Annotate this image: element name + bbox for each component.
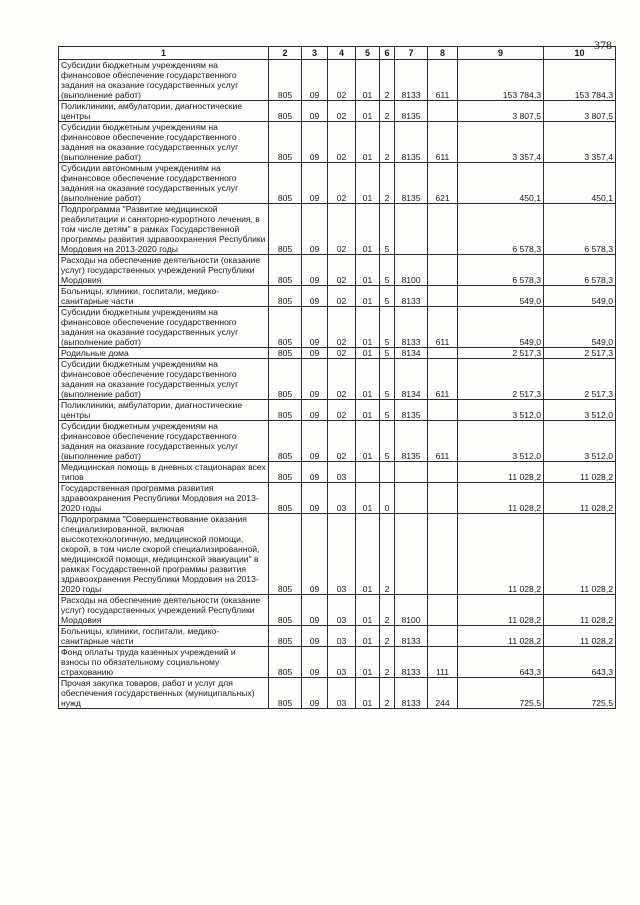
table-row <box>59 101 616 122</box>
direction-code: 8133 <box>395 626 428 647</box>
ministry-code: 805 <box>269 626 302 647</box>
section-code: 09 <box>302 678 328 709</box>
ministry-code: 805 <box>269 255 302 286</box>
subprogram-code: 2 <box>380 514 395 595</box>
amount-total: 3 512,0 <box>544 400 616 421</box>
direction-code: 8134 <box>395 348 428 359</box>
program-code: 01 <box>356 514 380 595</box>
section-code: 09 <box>302 595 328 626</box>
amount-plan: 11 028,2 <box>458 462 544 483</box>
amount-plan: 153 784,3 <box>458 60 544 101</box>
subsection-code: 03 <box>328 462 356 483</box>
amount-total: 643,3 <box>544 647 616 678</box>
amount-plan: 450,1 <box>458 163 544 204</box>
section-code: 09 <box>302 255 328 286</box>
direction-code: 8135 <box>395 421 428 462</box>
section-code: 09 <box>302 400 328 421</box>
subprogram-code: 2 <box>380 101 395 122</box>
direction-code <box>395 483 428 514</box>
subprogram-code: 5 <box>380 255 395 286</box>
ministry-code: 805 <box>269 286 302 307</box>
ministry-code: 805 <box>269 122 302 163</box>
amount-total: 6 578,3 <box>544 204 616 255</box>
expense-type-code <box>428 255 458 286</box>
program-code: 01 <box>356 626 380 647</box>
amount-total: 549,0 <box>544 286 616 307</box>
subsection-code: 02 <box>328 101 356 122</box>
amount-total: 549,0 <box>544 307 616 348</box>
expense-type-code: 611 <box>428 307 458 348</box>
subprogram-code: 5 <box>380 204 395 255</box>
amount-plan: 6 578,3 <box>458 204 544 255</box>
ministry-code: 805 <box>269 204 302 255</box>
table-row <box>59 421 616 462</box>
table-row <box>59 122 616 163</box>
column-header: 6 <box>380 47 395 60</box>
program-code: 01 <box>356 483 380 514</box>
subprogram-code: 5 <box>380 348 395 359</box>
direction-code: 8135 <box>395 163 428 204</box>
table-row <box>59 647 616 678</box>
section-code: 09 <box>302 647 328 678</box>
column-header: 8 <box>428 47 458 60</box>
subprogram-code: 5 <box>380 286 395 307</box>
direction-code <box>395 204 428 255</box>
ministry-code: 805 <box>269 514 302 595</box>
program-code: 01 <box>356 595 380 626</box>
ministry-code: 805 <box>269 595 302 626</box>
amount-plan: 3 512,0 <box>458 421 544 462</box>
subprogram-code: 2 <box>380 595 395 626</box>
item-name: Подпрограмма "Совершенствование оказания специализированной, включая высокотехнологичную, медицинской помощи, скорой, в том числе скорой специализированной, медицинской помощи, медицинской эвакуации" в рамках Государственной программы развития здравоохранения Республики Мордовия на 2013-2020 годы <box>59 514 269 595</box>
subprogram-code: 2 <box>380 678 395 709</box>
ministry-code: 805 <box>269 163 302 204</box>
column-header: 7 <box>395 47 428 60</box>
subsection-code: 03 <box>328 514 356 595</box>
expense-type-code: 621 <box>428 163 458 204</box>
subprogram-code: 5 <box>380 307 395 348</box>
page-number: 378 <box>594 38 612 52</box>
column-header: 10 <box>544 47 616 60</box>
section-code: 09 <box>302 348 328 359</box>
expense-type-code <box>428 626 458 647</box>
program-code <box>356 462 380 483</box>
amount-total: 3 512,0 <box>544 421 616 462</box>
item-name: Субсидии бюджетным учреждениям на финансовое обеспечение государственного задания на оказание государственных услуг (выполнение работ) <box>59 122 269 163</box>
table-row <box>59 204 616 255</box>
direction-code: 8135 <box>395 400 428 421</box>
column-header: 5 <box>356 47 380 60</box>
item-name: Родильные дома <box>59 348 269 359</box>
program-code: 01 <box>356 204 380 255</box>
amount-plan: 2 517,3 <box>458 359 544 400</box>
program-code: 01 <box>356 101 380 122</box>
ministry-code: 805 <box>269 647 302 678</box>
section-code: 09 <box>302 421 328 462</box>
direction-code: 8100 <box>395 255 428 286</box>
program-code: 01 <box>356 122 380 163</box>
subsection-code: 03 <box>328 483 356 514</box>
program-code: 01 <box>356 359 380 400</box>
subprogram-code <box>380 462 395 483</box>
subprogram-code: 5 <box>380 421 395 462</box>
direction-code: 8133 <box>395 286 428 307</box>
amount-plan: 725,5 <box>458 678 544 709</box>
subsection-code: 02 <box>328 122 356 163</box>
section-code: 09 <box>302 101 328 122</box>
column-header: 4 <box>328 47 356 60</box>
subsection-code: 02 <box>328 359 356 400</box>
subsection-code: 02 <box>328 60 356 101</box>
expense-type-code: 611 <box>428 421 458 462</box>
program-code: 01 <box>356 348 380 359</box>
item-name: Больницы, клиники, госпитали, медико-санитарные части <box>59 286 269 307</box>
section-code: 09 <box>302 163 328 204</box>
direction-code <box>395 514 428 595</box>
direction-code <box>395 462 428 483</box>
subsection-code: 02 <box>328 204 356 255</box>
subsection-code: 02 <box>328 421 356 462</box>
direction-code: 8135 <box>395 101 428 122</box>
table-row <box>59 348 616 359</box>
section-code: 09 <box>302 204 328 255</box>
ministry-code: 805 <box>269 483 302 514</box>
amount-plan: 2 517,3 <box>458 348 544 359</box>
item-name: Субсидии бюджетным учреждениям на финансовое обеспечение государственного задания на оказание государственных услуг (выполнение работ) <box>59 421 269 462</box>
table-row <box>59 359 616 400</box>
section-code: 09 <box>302 122 328 163</box>
direction-code: 8133 <box>395 678 428 709</box>
subprogram-code: 2 <box>380 647 395 678</box>
program-code: 01 <box>356 421 380 462</box>
expense-type-code: 611 <box>428 60 458 101</box>
subprogram-code: 5 <box>380 359 395 400</box>
table-row <box>59 483 616 514</box>
amount-plan: 643,3 <box>458 647 544 678</box>
program-code: 01 <box>356 60 380 101</box>
program-code: 01 <box>356 678 380 709</box>
ministry-code: 805 <box>269 462 302 483</box>
amount-total: 3 807,5 <box>544 101 616 122</box>
subprogram-code: 2 <box>380 60 395 101</box>
table-row <box>59 626 616 647</box>
expense-type-code <box>428 462 458 483</box>
item-name: Прочая закупка товаров, работ и услуг для обеспечения государственных (муниципальных) нужд <box>59 678 269 709</box>
ministry-code: 805 <box>269 678 302 709</box>
expense-type-code: 244 <box>428 678 458 709</box>
subprogram-code: 2 <box>380 626 395 647</box>
amount-total: 11 028,2 <box>544 483 616 514</box>
direction-code: 8135 <box>395 122 428 163</box>
item-name: Расходы на обеспечение деятельности (оказание услуг) государственных учреждений Республики Мордовия <box>59 595 269 626</box>
item-name: Подпрограмма "Развитие медицинской реабилитации и санаторно-курортного лечения, в том числе детям" в рамках Государственной программы развития здравоохранения Республики Мордовия на 2013-2020 годы <box>59 204 269 255</box>
subprogram-code: 5 <box>380 400 395 421</box>
section-code: 09 <box>302 462 328 483</box>
item-name: Поликлиники, амбулатории, диагностические центры <box>59 101 269 122</box>
direction-code: 8100 <box>395 595 428 626</box>
item-name: Фонд оплаты труда казенных учреждений и взносы по обязательному социальному страхованию <box>59 647 269 678</box>
amount-plan: 3 357,4 <box>458 122 544 163</box>
section-code: 09 <box>302 60 328 101</box>
item-name: Субсидии бюджетным учреждениям на финансовое обеспечение государственного задания на оказание государственных услуг (выполнение работ) <box>59 60 269 101</box>
ministry-code: 805 <box>269 348 302 359</box>
subsection-code: 02 <box>328 286 356 307</box>
item-name: Медицинская помощь в дневных стационарах всех типов <box>59 462 269 483</box>
budget-table <box>58 46 616 709</box>
item-name: Субсидии бюджетным учреждениям на финансовое обеспечение государственного задания на оказание государственных услуг (выполнение работ) <box>59 307 269 348</box>
subsection-code: 03 <box>328 626 356 647</box>
amount-plan: 3 807,5 <box>458 101 544 122</box>
program-code: 01 <box>356 400 380 421</box>
section-code: 09 <box>302 626 328 647</box>
amount-total: 11 028,2 <box>544 626 616 647</box>
amount-total: 11 028,2 <box>544 462 616 483</box>
amount-total: 3 357,4 <box>544 122 616 163</box>
amount-plan: 549,0 <box>458 307 544 348</box>
table-row <box>59 595 616 626</box>
expense-type-code <box>428 286 458 307</box>
subsection-code: 03 <box>328 595 356 626</box>
amount-plan: 3 512,0 <box>458 400 544 421</box>
direction-code: 8134 <box>395 359 428 400</box>
item-name: Субсидии бюджетным учреждениям на финансовое обеспечение государственного задания на оказание государственных услуг (выполнение работ) <box>59 359 269 400</box>
item-name: Поликлиники, амбулатории, диагностические центры <box>59 400 269 421</box>
program-code: 01 <box>356 647 380 678</box>
expense-type-code: 611 <box>428 359 458 400</box>
item-name: Больницы, клиники, госпитали, медико-санитарные части <box>59 626 269 647</box>
ministry-code: 805 <box>269 400 302 421</box>
ministry-code: 805 <box>269 60 302 101</box>
section-code: 09 <box>302 307 328 348</box>
direction-code: 8133 <box>395 647 428 678</box>
expense-type-code <box>428 400 458 421</box>
amount-total: 2 517,3 <box>544 348 616 359</box>
ministry-code: 805 <box>269 307 302 348</box>
amount-total: 11 028,2 <box>544 595 616 626</box>
amount-total: 450,1 <box>544 163 616 204</box>
section-code: 09 <box>302 514 328 595</box>
item-name: Расходы на обеспечение деятельности (оказание услуг) государственных учреждений Республики Мордовия <box>59 255 269 286</box>
amount-plan: 11 028,2 <box>458 514 544 595</box>
program-code: 01 <box>356 255 380 286</box>
direction-code: 8133 <box>395 307 428 348</box>
amount-total: 725,5 <box>544 678 616 709</box>
section-code: 09 <box>302 359 328 400</box>
table-row <box>59 60 616 101</box>
amount-plan: 11 028,2 <box>458 483 544 514</box>
expense-type-code <box>428 514 458 595</box>
expense-type-code <box>428 204 458 255</box>
program-code: 01 <box>356 163 380 204</box>
table-row <box>59 400 616 421</box>
amount-plan: 11 028,2 <box>458 595 544 626</box>
section-code: 09 <box>302 286 328 307</box>
expense-type-code: 111 <box>428 647 458 678</box>
expense-type-code: 611 <box>428 122 458 163</box>
column-header: 2 <box>269 47 302 60</box>
table-row <box>59 678 616 709</box>
table-row <box>59 514 616 595</box>
table-row <box>59 286 616 307</box>
subprogram-code: 2 <box>380 122 395 163</box>
subsection-code: 02 <box>328 307 356 348</box>
subsection-code: 03 <box>328 678 356 709</box>
subsection-code: 02 <box>328 255 356 286</box>
subsection-code: 03 <box>328 647 356 678</box>
amount-plan: 6 578,3 <box>458 255 544 286</box>
amount-plan: 11 028,2 <box>458 626 544 647</box>
item-name: Субсидии автономным учреждениям на финансовое обеспечение государственного задания на оказание государственных услуг (выполнение работ) <box>59 163 269 204</box>
subsection-code: 02 <box>328 348 356 359</box>
ministry-code: 805 <box>269 359 302 400</box>
table-row <box>59 462 616 483</box>
ministry-code: 805 <box>269 101 302 122</box>
direction-code: 8133 <box>395 60 428 101</box>
subsection-code: 02 <box>328 400 356 421</box>
subprogram-code: 2 <box>380 163 395 204</box>
amount-total: 153 784,3 <box>544 60 616 101</box>
table-row <box>59 307 616 348</box>
subsection-code: 02 <box>328 163 356 204</box>
section-code: 09 <box>302 483 328 514</box>
amount-total: 2 517,3 <box>544 359 616 400</box>
subprogram-code: 0 <box>380 483 395 514</box>
table-row <box>59 255 616 286</box>
amount-plan: 549,0 <box>458 286 544 307</box>
amount-total: 11 028,2 <box>544 514 616 595</box>
ministry-code: 805 <box>269 421 302 462</box>
expense-type-code <box>428 101 458 122</box>
header-row <box>59 47 616 60</box>
program-code: 01 <box>356 286 380 307</box>
item-name: Государственная программа развития здравоохранения Республики Мордовия на 2013-2020 годы <box>59 483 269 514</box>
column-header: 3 <box>302 47 328 60</box>
table-row <box>59 163 616 204</box>
expense-type-code <box>428 348 458 359</box>
expense-type-code <box>428 595 458 626</box>
amount-total: 6 578,3 <box>544 255 616 286</box>
column-header: 1 <box>59 47 269 60</box>
program-code: 01 <box>356 307 380 348</box>
column-header: 9 <box>458 47 544 60</box>
expense-type-code <box>428 483 458 514</box>
